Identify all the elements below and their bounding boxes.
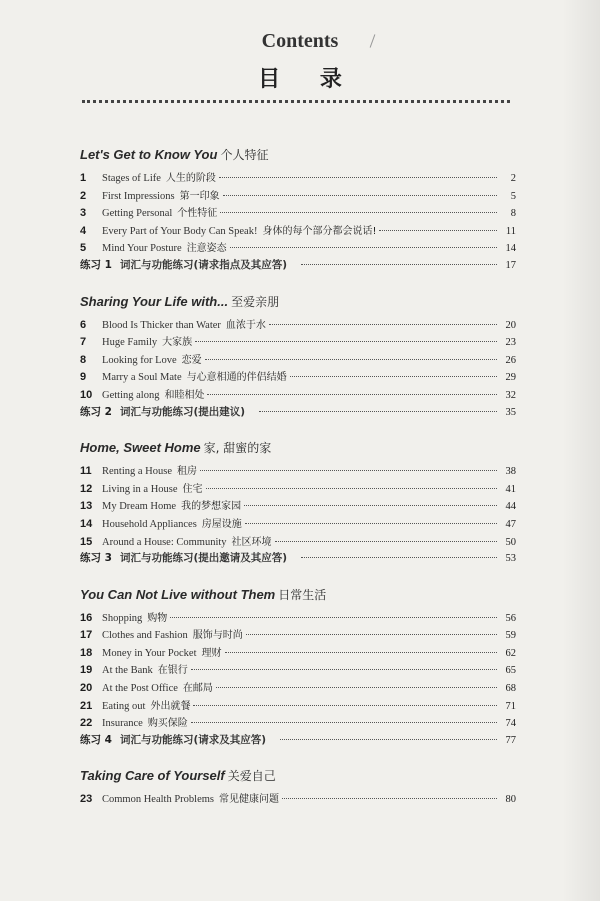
toc-entry[interactable] xyxy=(80,462,516,480)
page-number: 29 xyxy=(505,372,516,384)
page-number: 47 xyxy=(505,518,516,530)
unit-number: 2 xyxy=(80,189,87,202)
dot-leader xyxy=(170,617,497,618)
exercise-title: 词汇与功能练习(请求指点及其应答) xyxy=(119,258,288,271)
unit-title-en: Living in a House xyxy=(102,483,178,495)
unit-title xyxy=(102,386,204,401)
dot-leader xyxy=(207,394,497,395)
unit-title-en: My Dream Home xyxy=(102,501,177,513)
unit-title xyxy=(102,697,190,712)
section-title-zh: 关爱自己 xyxy=(227,769,276,784)
unit-number: 21 xyxy=(80,699,93,712)
unit-number: 4 xyxy=(80,224,87,237)
unit-title xyxy=(102,204,217,219)
unit-title xyxy=(102,533,272,548)
exercise-number: 练习 4 xyxy=(80,733,112,746)
toc-section xyxy=(80,767,516,808)
unit-title xyxy=(102,462,197,477)
dot-leader xyxy=(206,488,497,489)
unit-title xyxy=(102,169,216,184)
toc-entry[interactable] xyxy=(80,697,516,715)
dot-leader xyxy=(379,230,497,231)
unit-title xyxy=(102,239,227,254)
unit-title-en: Common Health Problems xyxy=(102,794,214,806)
unit-title-en: Household Appliances xyxy=(102,518,197,530)
dot-leader xyxy=(220,212,497,213)
toc-entry[interactable] xyxy=(80,333,516,351)
page-number: 71 xyxy=(505,700,516,712)
unit-title-zh: 与心意相通的伴侣结婚 xyxy=(186,372,287,384)
page-number: 77 xyxy=(505,734,516,746)
unit-title-en: Huge Family xyxy=(102,337,158,349)
page-number: 50 xyxy=(505,536,516,548)
dot-leader xyxy=(244,505,497,506)
dot-leader xyxy=(225,652,497,653)
toc-entry[interactable] xyxy=(80,644,516,662)
unit-title-en: Looking for Love xyxy=(102,354,177,366)
section-title-zh: 个人特征 xyxy=(220,148,269,162)
dot-leader xyxy=(282,798,497,799)
exercise-number: 练习 1 xyxy=(80,258,112,271)
page-number: 68 xyxy=(505,683,516,695)
dot-leader xyxy=(205,359,497,360)
unit-title-zh: 在银行 xyxy=(157,665,188,677)
section-title-en: Sharing Your Life with... xyxy=(80,293,229,309)
unit-title-zh: 个性特征 xyxy=(177,208,218,220)
unit-title xyxy=(102,626,243,641)
table-of-contents xyxy=(80,146,516,826)
toc-entry[interactable] xyxy=(80,626,516,644)
unit-number: 12 xyxy=(80,482,93,495)
exercise-entry[interactable] xyxy=(80,257,516,275)
exercise-number: 练习 2 xyxy=(80,405,112,418)
unit-title-zh: 理财 xyxy=(201,647,222,659)
toc-entry[interactable] xyxy=(80,609,516,627)
dot-leader xyxy=(219,177,497,178)
dotted-divider xyxy=(82,100,510,103)
page-number: 35 xyxy=(505,406,516,418)
unit-number: 13 xyxy=(80,500,93,513)
unit-title-en: At the Bank xyxy=(102,665,153,677)
unit-title-en: Mind Your Posture xyxy=(102,243,182,255)
dot-leader xyxy=(191,669,497,670)
unit-title-en: Eating out xyxy=(102,700,146,712)
unit-title xyxy=(102,316,266,331)
unit-title-en: Getting along xyxy=(102,389,160,401)
unit-title-en: First Impressions xyxy=(102,190,175,202)
page-number: 11 xyxy=(505,225,516,237)
page-number: 80 xyxy=(505,794,516,806)
unit-number: 5 xyxy=(80,242,87,255)
unit-title-en: Around a House: Community xyxy=(102,536,227,548)
unit-number: 11 xyxy=(80,465,92,478)
unit-title-en: Renting a House xyxy=(102,466,172,478)
section-title-en: Taking Care of Yourself xyxy=(80,768,225,784)
unit-number: 3 xyxy=(80,207,87,220)
unit-title-en: Shopping xyxy=(102,612,143,624)
unit-title-zh: 租房 xyxy=(177,466,197,478)
dot-leader xyxy=(230,247,497,248)
page-number: 14 xyxy=(505,243,516,255)
unit-number: 17 xyxy=(80,629,93,642)
unit-title-en: Blood Is Thicker than Water xyxy=(102,319,221,331)
page-shadow xyxy=(562,0,600,901)
unit-title-zh: 在邮局 xyxy=(182,683,213,695)
toc-entry[interactable] xyxy=(80,351,516,369)
toc-entry[interactable] xyxy=(80,533,516,551)
toc-entry[interactable] xyxy=(80,480,516,498)
unit-title xyxy=(102,333,192,348)
unit-number: 10 xyxy=(80,388,93,401)
unit-title-zh: 大家族 xyxy=(162,337,193,349)
exercise-entry[interactable] xyxy=(80,550,516,568)
dot-leader xyxy=(259,411,497,412)
unit-title xyxy=(102,644,222,659)
toc-section xyxy=(80,439,516,568)
dot-leader xyxy=(200,470,497,471)
page-number: 5 xyxy=(510,190,516,202)
unit-number: 23 xyxy=(80,793,93,806)
unit-title xyxy=(102,480,203,495)
unit-number: 14 xyxy=(80,517,93,530)
section-heading xyxy=(80,439,516,456)
unit-title-zh: 购物 xyxy=(147,612,168,624)
unit-number: 18 xyxy=(80,646,93,659)
unit-title xyxy=(102,497,241,512)
dot-leader xyxy=(216,687,497,688)
section-heading xyxy=(80,146,516,163)
unit-title xyxy=(102,609,167,624)
toc-entry[interactable] xyxy=(80,222,516,240)
contents-title-en: Contents xyxy=(261,30,339,52)
dot-leader xyxy=(290,376,497,377)
page-number: 32 xyxy=(505,389,516,401)
unit-title-zh: 房屋设施 xyxy=(201,518,242,530)
dot-leader xyxy=(280,739,497,740)
dot-leader xyxy=(191,722,497,723)
section-heading xyxy=(80,586,516,603)
unit-title-zh: 第一印象 xyxy=(179,190,220,202)
unit-title-zh: 注意姿态 xyxy=(186,243,227,255)
toc-entry[interactable] xyxy=(80,316,516,334)
toc-section xyxy=(80,586,516,750)
page-number: 53 xyxy=(505,553,516,565)
unit-title-en: At the Post Office xyxy=(102,683,178,695)
page-number: 62 xyxy=(505,647,516,659)
exercise-number: 练习 3 xyxy=(80,552,112,565)
unit-title-zh: 社区环境 xyxy=(231,536,272,548)
exercise-entry[interactable] xyxy=(80,404,516,422)
unit-number: 16 xyxy=(80,611,93,624)
unit-title xyxy=(102,515,242,530)
page-number: 2 xyxy=(510,173,516,184)
unit-title xyxy=(102,714,188,729)
unit-number: 22 xyxy=(80,717,93,730)
exercise-entry[interactable] xyxy=(80,732,516,750)
unit-title-zh: 常见健康问题 xyxy=(219,794,279,806)
contents-title-zh: 目 录 xyxy=(258,67,358,92)
page-number: 74 xyxy=(505,718,516,730)
toc-entry[interactable] xyxy=(80,239,516,257)
unit-title xyxy=(102,790,279,805)
unit-number: 15 xyxy=(80,535,93,548)
unit-title xyxy=(102,661,188,676)
unit-title-en: Insurance xyxy=(102,718,143,730)
section-heading xyxy=(80,293,516,310)
unit-title-zh: 我的梦想家园 xyxy=(181,501,242,513)
unit-title-en: Stages of Life xyxy=(102,173,161,184)
page-number: 38 xyxy=(505,466,516,478)
dot-leader xyxy=(193,705,497,706)
unit-title-zh: 恋爱 xyxy=(181,354,202,366)
dot-leader xyxy=(301,557,497,558)
unit-number: 19 xyxy=(80,664,93,677)
page-number: 59 xyxy=(505,630,516,642)
unit-number: 20 xyxy=(80,682,93,695)
toc-section xyxy=(80,146,516,275)
section-title-zh: 家, 甜蜜的家 xyxy=(203,441,272,456)
toc-entry[interactable] xyxy=(80,679,516,697)
unit-title xyxy=(102,187,220,202)
unit-title-zh: 住宅 xyxy=(182,483,203,495)
section-title-zh: 日常生活 xyxy=(278,587,327,602)
toc-entry[interactable] xyxy=(80,515,516,533)
unit-number: 8 xyxy=(80,353,87,366)
toc-entry[interactable] xyxy=(80,661,516,679)
unit-title xyxy=(102,679,213,694)
toc-entry[interactable] xyxy=(80,790,516,808)
page-number: 20 xyxy=(505,319,516,331)
toc-entry[interactable] xyxy=(80,497,516,515)
page-number: 41 xyxy=(505,483,516,495)
dot-leader xyxy=(223,195,497,196)
page-number: 65 xyxy=(505,665,516,677)
unit-title-zh: 外出就餐 xyxy=(150,700,191,712)
unit-title-zh: 身体的每个部分都会说话! xyxy=(262,225,377,237)
dot-leader xyxy=(195,341,497,342)
unit-number: 9 xyxy=(80,371,87,384)
exercise-title: 词汇与功能练习(提出邀请及其应答) xyxy=(119,552,288,565)
unit-number: 1 xyxy=(80,172,87,184)
toc-entry[interactable] xyxy=(80,714,516,732)
toc-entry[interactable] xyxy=(80,169,516,187)
unit-title xyxy=(102,222,376,237)
unit-number: 7 xyxy=(80,336,87,349)
unit-title-zh: 和睦相处 xyxy=(164,389,205,401)
page-number: 56 xyxy=(505,612,516,624)
section-title-en: You Can Not Live without Them xyxy=(80,586,276,602)
dot-leader xyxy=(245,523,497,524)
unit-title-zh: 血浓于水 xyxy=(225,319,266,331)
unit-number: 6 xyxy=(80,318,87,331)
unit-title xyxy=(102,351,202,366)
toc-entry[interactable] xyxy=(80,187,516,205)
exercise-title: 词汇与功能练习(请求及其应答) xyxy=(119,733,267,746)
unit-title-en: Getting Personal xyxy=(102,208,173,220)
page-number: 17 xyxy=(505,259,516,271)
dot-leader xyxy=(269,324,497,325)
unit-title xyxy=(102,368,287,383)
toc-entry[interactable] xyxy=(80,368,516,386)
exercise-title: 词汇与功能练习(提出建议) xyxy=(119,405,246,418)
unit-title-en: Clothes and Fashion xyxy=(102,630,188,642)
unit-title-en: Marry a Soul Mate xyxy=(102,372,182,384)
section-title-en: Home, Sweet Home xyxy=(80,440,201,456)
page-number: 26 xyxy=(505,354,516,366)
section-title-zh: 至爱亲朋 xyxy=(231,294,280,309)
dot-leader xyxy=(246,634,497,635)
section-title-en: Let's Get to Know You xyxy=(80,147,218,162)
unit-title-zh: 人生的阶段 xyxy=(165,173,216,184)
page-number: 8 xyxy=(510,208,516,220)
toc-section xyxy=(80,293,516,422)
toc-entry[interactable] xyxy=(80,204,516,222)
unit-title-zh: 购买保险 xyxy=(147,718,188,730)
page-number: 23 xyxy=(505,337,516,349)
unit-title-zh: 服饰与时尚 xyxy=(192,630,243,642)
unit-title-en: Money in Your Pocket xyxy=(102,647,197,659)
page-number: 44 xyxy=(505,501,516,513)
unit-title-en: Every Part of Your Body Can Speak! xyxy=(102,225,258,237)
dot-leader xyxy=(301,264,497,265)
dot-leader xyxy=(275,541,497,542)
section-heading xyxy=(80,767,516,784)
toc-entry[interactable] xyxy=(80,386,516,404)
